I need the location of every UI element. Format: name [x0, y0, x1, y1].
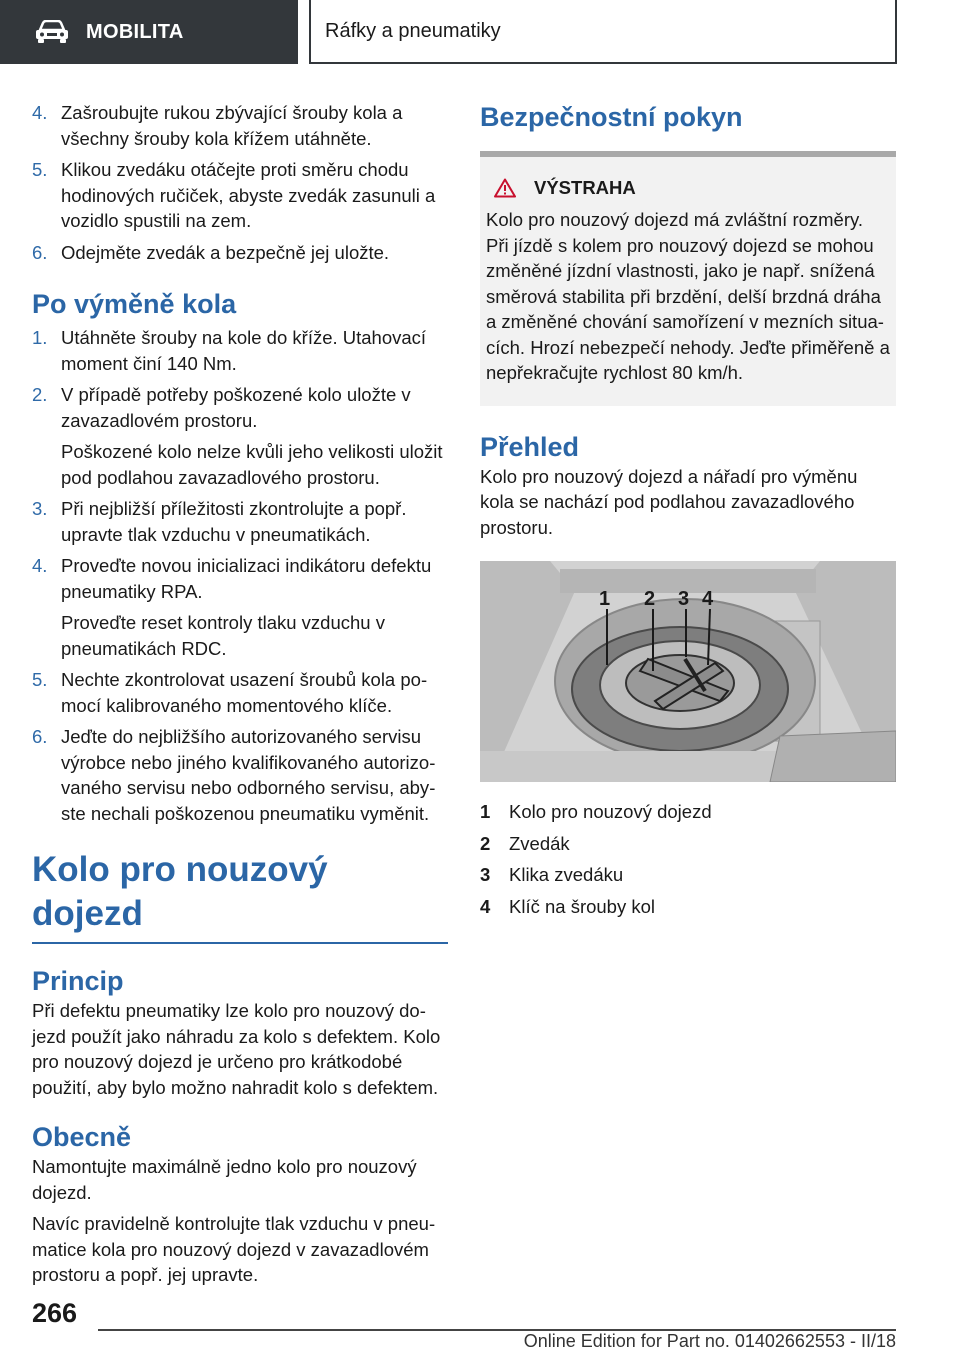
step-text: Odejměte zvedák a bezpečně jej uložte. — [61, 241, 390, 263]
car-icon — [34, 20, 70, 44]
overview-heading: Přehled — [480, 431, 580, 462]
legend-item — [480, 831, 896, 857]
step-number: 5. — [32, 669, 48, 690]
list-item — [32, 325, 448, 376]
legend-number: 4 — [480, 895, 491, 917]
legend-number: 2 — [480, 832, 491, 854]
step-text: Nechte zkontrolovat usazení šroubů kola pomocí kalibrovaného momentového klíče. — [61, 669, 428, 716]
legend-text: Kolo pro nouzový dojezd — [509, 801, 712, 822]
principle-heading: Princip — [32, 966, 124, 996]
step-number: 2. — [32, 384, 48, 405]
list-item — [32, 724, 448, 826]
figure-label: 3 — [678, 588, 690, 610]
chapter-title: Ráfky a pneumatiky — [311, 0, 897, 64]
legend-text: Klíč na šrouby kol — [509, 895, 656, 917]
list-item — [32, 667, 448, 718]
warning-text: Kolo pro nouzový dojezd má zvláštní rozměry. Při jízdě s kolem pro nouzový dojezd se mohou změněné jízdní vlastnosti, jako je např. snížená směrová stabilita při brzdění, delší brzdná dráha a změněné chování samořízení v mezních situacích. Hrozí nebezpečí nehody. Jeďte přiměřeně a nepřekračujte rychlost 80 km/h. — [486, 209, 890, 383]
spare-wheel-figure — [480, 561, 896, 782]
figure-label: 2 — [644, 588, 656, 610]
warning-triangle-icon — [494, 178, 516, 198]
step-text: Klikou zvedáku otáčejte proti směru chodu hodinových ručiček, abyste zvedák zasunuli a vozidlo spustili na zem. — [61, 159, 436, 231]
warning-box — [480, 151, 896, 406]
legend-number: 1 — [480, 801, 491, 822]
warning-header — [486, 177, 890, 199]
step-number: 4. — [32, 555, 48, 576]
section-tab — [0, 0, 298, 64]
list-item — [32, 553, 448, 604]
page-number: 266 — [32, 1298, 78, 1328]
legend-text: Zvedák — [509, 832, 570, 854]
step-note: Poškozené kolo nelze kvůli jeho velikosti uložit pod podlahou zavazadlového prostoru. — [61, 441, 443, 488]
legend-number: 3 — [480, 864, 491, 885]
legend-text: Klika zvedáku — [509, 864, 624, 885]
step-number: 1. — [32, 327, 48, 348]
heading-rule — [32, 942, 448, 944]
list-item — [32, 100, 448, 151]
figure-legend — [480, 799, 896, 919]
figure-label: 4 — [702, 588, 714, 610]
warning-title: VÝSTRAHA — [534, 177, 636, 198]
section-title: MOBILITA — [86, 20, 184, 43]
step-number: 4. — [32, 102, 48, 123]
step-note: Proveďte reset kontroly tlaku vzduchu v pneumatikách RDC. — [61, 612, 385, 659]
legend-item — [480, 894, 896, 920]
step-number: 6. — [32, 241, 48, 263]
general-text-2: Navíc pravidelně kontrolujte tlak vzduchu v pneumatice kola pro nouzový dojezd v zavazadlovém prostoru a popř. jej upravte. — [32, 1213, 436, 1285]
overview-text: Kolo pro nouzový dojezd a nářadí pro výměnu kola se nachází pod podlahou zavazadlového prostoru. — [480, 465, 858, 538]
general-heading: Obecně — [32, 1122, 132, 1152]
step-text: Jeďte do nejbližšího autorizovaného servisu výrobce nebo jiného kvalifikovaného autorizovaného servisu nebo odborného servisu, abyste nechali poškozenou pneumatiku vyměnit. — [61, 726, 436, 824]
after-change-heading: Po výměně kola — [32, 289, 237, 319]
step-text: Proveďte novou inicializaci indikátoru defektu pneumatiky RPA. — [61, 555, 432, 602]
step-text: Při nejbližší příležitosti zkontrolujte a popř. upravte tlak vzduchu v pneumatikách. — [61, 498, 407, 545]
step-number: 6. — [32, 726, 48, 747]
footer-edition: Online Edition for Part no. 01402662553 - II/18 — [523, 1331, 896, 1351]
step-text: V případě potřeby poškozené kolo uložte v zavazadlovém prostoru. — [61, 384, 411, 431]
list-item — [32, 496, 448, 547]
list-item — [32, 157, 448, 234]
principle-text: Při defektu pneumatiky lze kolo pro nouzový dojezd použít jako náhradu za kolo s defektem. Kolo pro nouzový dojezd je určeno pro krátkodobé použití, aby bylo možno nahradit kolo s defektem. — [32, 1000, 441, 1098]
legend-item — [480, 862, 896, 888]
left-column — [32, 100, 448, 1288]
step-text: Zašroubujte rukou zbývající šrouby kola a všechny šrouby kola křížem utáhněte. — [61, 102, 403, 149]
legend-item — [480, 799, 896, 825]
general-text-1: Namontujte maximálně jedno kolo pro nouzový dojezd. — [32, 1156, 417, 1203]
figure-label: 1 — [599, 588, 611, 610]
list-item — [32, 240, 448, 266]
list-item — [32, 382, 448, 433]
step-number: 5. — [32, 159, 48, 180]
right-column — [480, 100, 896, 925]
main-heading: Kolo pro nouzový dojezd — [32, 850, 328, 933]
step-number: 3. — [32, 498, 48, 519]
safety-heading: Bezpečnostní pokyn — [480, 102, 743, 132]
step-text: Utáhněte šrouby na kole do kříže. Utahovací moment činí 140 Nm. — [61, 327, 427, 374]
